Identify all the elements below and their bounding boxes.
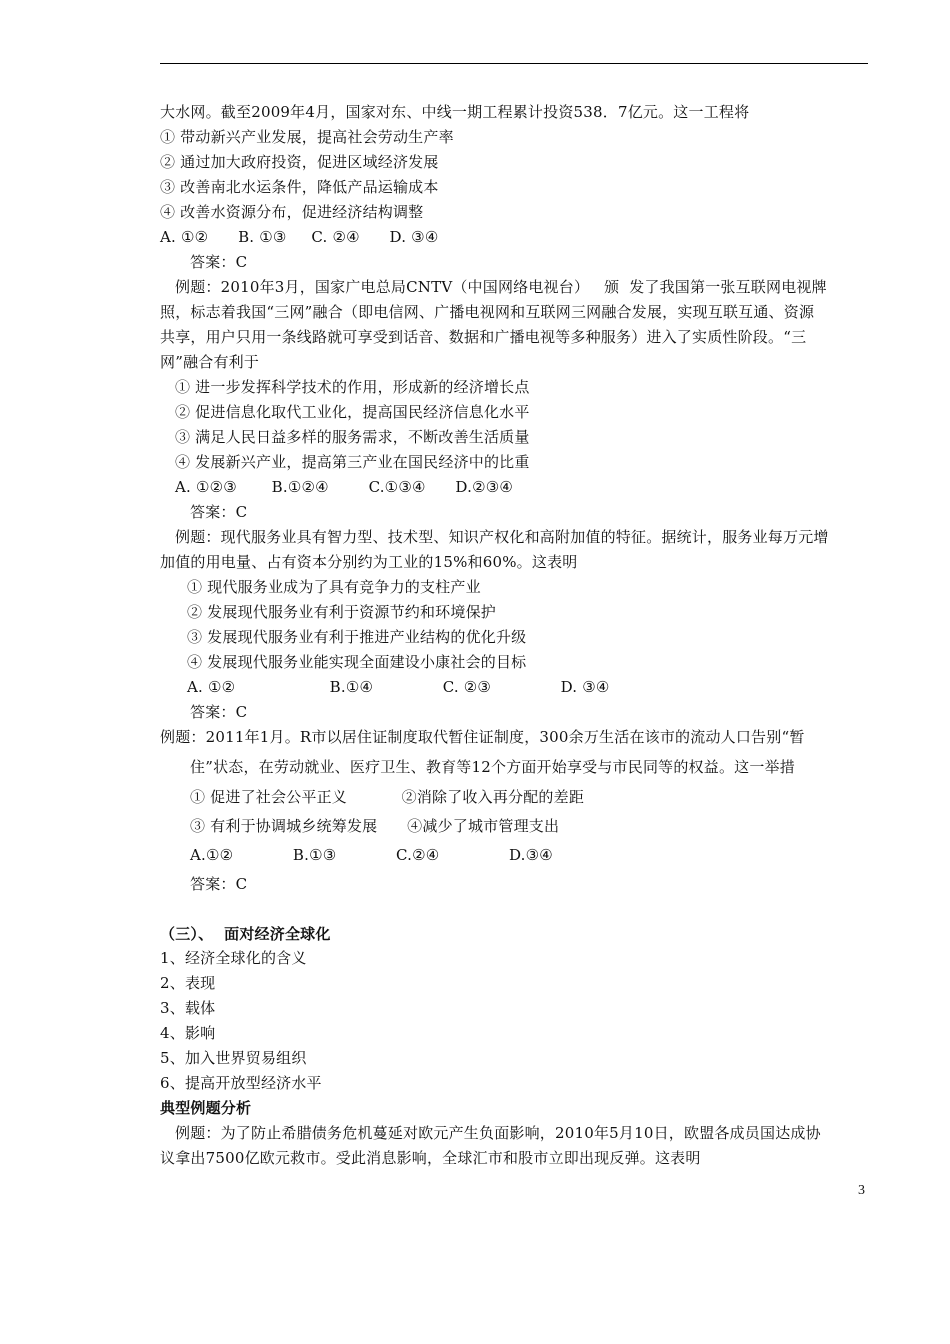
option-4: ④ 改善水资源分布，促进经济结构调整 [160, 203, 424, 221]
option-4: ④ 发展现代服务业能实现全面建设小康社会的目标 [187, 653, 527, 671]
option-row: ① 促进了社会公平正义 ②消除了收入再分配的差距 [190, 788, 585, 806]
paragraph-line: 例题：为了防止希腊债务危机蔓延对欧元产生负面影响，2010年5月10日，欧盟各成员国达成协 [175, 1124, 821, 1142]
answer: 答案：C [190, 875, 248, 893]
option-3: ③ 改善南北水运条件，降低产品运输成本 [160, 178, 439, 196]
list-item: 1、经济全球化的含义 [160, 949, 307, 967]
paragraph-line: 例题：2010年3月，国家广电总局CNTV（中国网络电视台） 颁 发了我国第一张互联网电视牌 [175, 278, 827, 296]
answer-choices: A. ①② B. ①③ C. ②④ D. ③④ [160, 228, 439, 246]
option-1: ① 进一步发挥科学技术的作用，形成新的经济增长点 [175, 378, 530, 396]
list-item: 4、影响 [160, 1024, 216, 1042]
list-item: 3、载体 [160, 999, 216, 1017]
paragraph-line: 共享，用户只用一条线路就可享受到话音、数据和广播电视等多种服务）进入了实质性阶段。“三 [160, 328, 807, 346]
option-2: ② 通过加大政府投资，促进区域经济发展 [160, 153, 439, 171]
section-heading: （三）、 面对经济全球化 [160, 925, 331, 943]
list-item: 2、表现 [160, 974, 216, 992]
option-2: ② 促进信息化取代工业化，提高国民经济信息化水平 [175, 403, 530, 421]
paragraph-line: 加值的用电量、占有资本分别约为工业的15%和60%。这表明 [160, 553, 578, 571]
option-2: ② 发展现代服务业有利于资源节约和环境保护 [187, 603, 496, 621]
answer-choices: A. ①②③ B.①②④ C.①③④ D.②③④ [175, 478, 514, 496]
answer: 答案：C [190, 253, 248, 271]
answer-choices: A. ①② B.①④ C. ②③ D. ③④ [187, 678, 610, 696]
paragraph-line: 大水网。截至2009年4月，国家对东、中线一期工程累计投资538．7亿元。这一工程将 [160, 103, 750, 121]
header-rule [160, 63, 868, 64]
paragraph-line: 例题：现代服务业具有智力型、技术型、知识产权化和高附加值的特征。据统计，服务业每万元增 [175, 528, 829, 546]
paragraph-line: 住”状态，在劳动就业、医疗卫生、教育等12个方面开始享受与市民同等的权益。这一举措 [190, 758, 795, 776]
page-number: 3 [858, 1183, 865, 1198]
paragraph-line: 照，标志着我国“三网”融合（即电信网、广播电视网和互联网三网融合发展，实现互联互通、资源 [160, 303, 815, 321]
option-4: ④ 发展新兴产业，提高第三产业在国民经济中的比重 [175, 453, 530, 471]
answer: 答案：C [190, 703, 248, 721]
list-item: 6、提高开放型经济水平 [160, 1074, 322, 1092]
option-3: ③ 发展现代服务业有利于推进产业结构的优化升级 [187, 628, 527, 646]
option-row: ③ 有利于协调城乡统筹发展 ④减少了城市管理支出 [190, 817, 560, 835]
paragraph-line: 例题：2011年1月。R市以居住证制度取代暂住证制度，300余万生活在该市的流动人口告别“暂 [160, 728, 805, 746]
paragraph-line: 议拿出7500亿欧元救市。受此消息影响，全球汇市和股市立即出现反弹。这表明 [160, 1149, 701, 1167]
list-item: 5、加入世界贸易组织 [160, 1049, 307, 1067]
subheading: 典型例题分析 [160, 1099, 252, 1117]
paragraph-line: 网”融合有利于 [160, 353, 260, 371]
option-1: ① 现代服务业成为了具有竞争力的支柱产业 [187, 578, 481, 596]
option-3: ③ 满足人民日益多样的服务需求，不断改善生活质量 [175, 428, 530, 446]
option-1: ① 带动新兴产业发展，提高社会劳动生产率 [160, 128, 454, 146]
answer-choices: A.①② B.①③ C.②④ D.③④ [190, 846, 553, 864]
answer: 答案：C [190, 503, 248, 521]
